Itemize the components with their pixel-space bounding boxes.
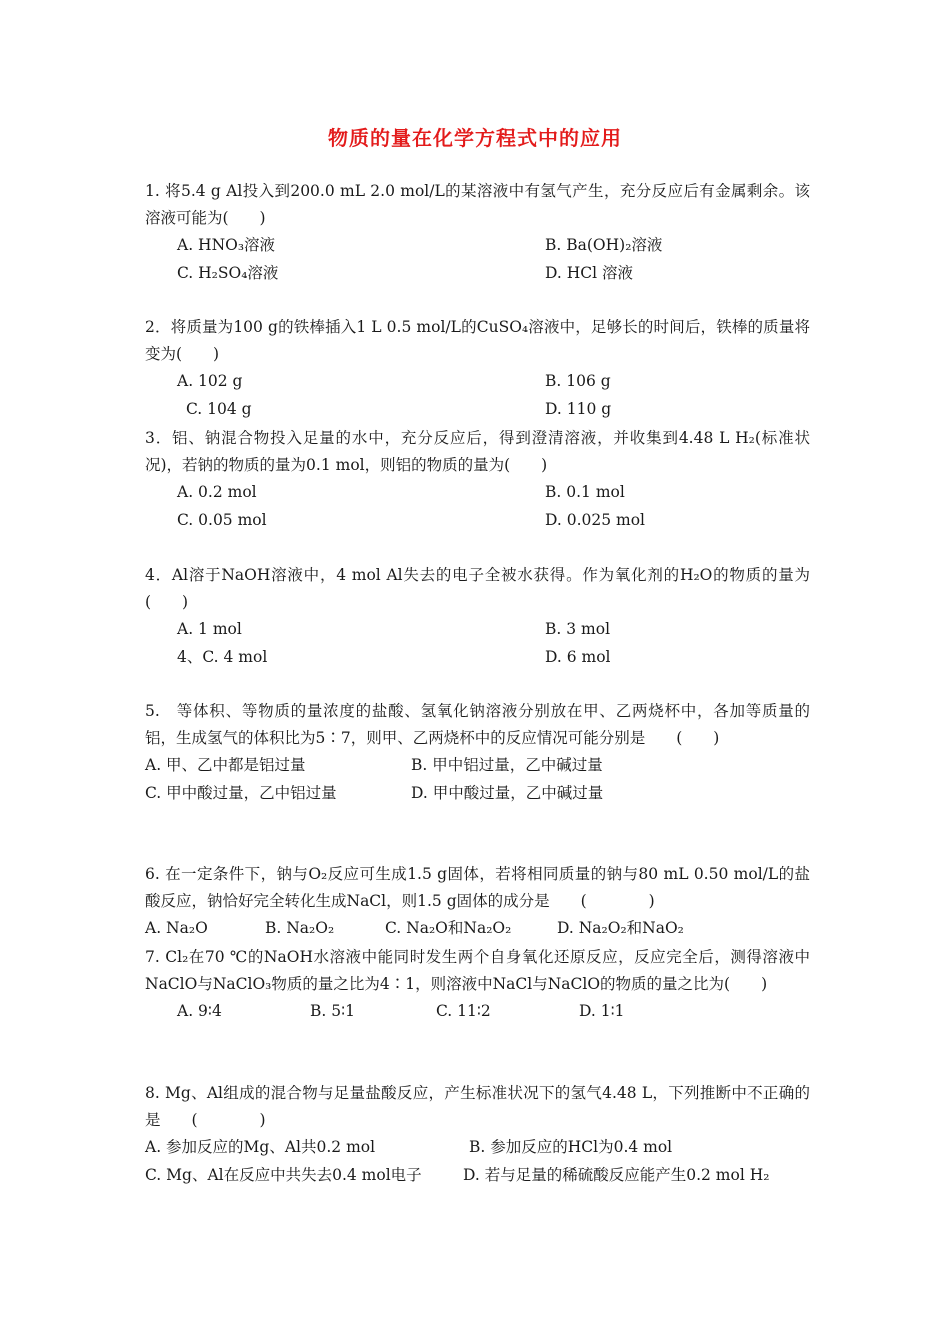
option-c: C. Mg、Al在反应中共失去0.4 mol电子 (145, 1166, 422, 1184)
option-c: C. 甲中酸过量，乙中铝过量 (145, 784, 337, 802)
option-b: B. 5∶1 (310, 1002, 356, 1020)
options-row (145, 260, 810, 288)
option-d: D. 1∶1 (579, 1002, 625, 1020)
option-b: B. 0.1 mol (545, 483, 625, 501)
question-stem: 7. Cl₂在70 ℃的NaOH水溶液中能同时发生两个自身氧化还原反应，反应完全后，测得溶液中NaClO与NaClO₃物质的量之比为4∶1，则溶液中NaCl与NaClO的物质的量之比为( ) (145, 948, 810, 993)
options-row (145, 998, 810, 1026)
options-row (145, 232, 810, 260)
option-c: C. Na₂O和Na₂O₂ (385, 919, 512, 937)
question-4 (145, 562, 810, 672)
option-c: C. H₂SO₄溶液 (177, 264, 279, 282)
question-3 (145, 425, 810, 535)
options-row (145, 479, 810, 507)
option-b: B. 参加反应的HCl为0.4 mol (469, 1138, 673, 1156)
options-row (145, 396, 810, 424)
question-6 (145, 861, 810, 943)
option-b: B. 106 g (545, 372, 611, 390)
question-5 (145, 698, 810, 808)
options-row (145, 780, 810, 808)
option-d: D. 甲中酸过量，乙中碱过量 (411, 784, 604, 802)
question-stem: 6. 在一定条件下，钠与O₂反应可生成1.5 g固体，若将相同质量的钠与80 mL 0.50 mol/L的盐酸反应，钠恰好完全转化生成NaCl，则1.5 g固体的成分是 ( ) (145, 865, 810, 910)
question-stem: 5. 等体积、等物质的量浓度的盐酸、氢氧化钠溶液分别放在甲、乙两烧杯中，各加等质量的铝，生成氢气的体积比为5∶7，则甲、乙两烧杯中的反应情况可能分别是 ( ) (145, 702, 810, 747)
option-a: A. 0.2 mol (177, 483, 257, 501)
options-row (145, 752, 810, 780)
options-row (145, 644, 810, 672)
option-b: B. 甲中铝过量，乙中碱过量 (411, 756, 603, 774)
option-c: C. 0.05 mol (177, 511, 267, 529)
option-c: C. 104 g (186, 400, 252, 418)
option-c: C. 11∶2 (436, 1002, 491, 1020)
question-stem: 3．铝、钠混合物投入足量的水中，充分反应后，得到澄清溶液，并收集到4.48 L H₂(标准状况)，若钠的物质的量为0.1 mol，则铝的物质的量为( ) (145, 429, 810, 474)
option-a: A. 9∶4 (177, 1002, 222, 1020)
option-a: A. 甲、乙中都是铝过量 (145, 756, 306, 774)
option-b: B. 3 mol (545, 620, 611, 638)
question-stem: 2．将质量为100 g的铁棒插入1 L 0.5 mol/L的CuSO₄溶液中，足够长的时间后，铁棒的质量将变为( ) (145, 318, 810, 363)
question-stem: 4．Al溶于NaOH溶液中，4 mol Al失去的电子全被水获得。作为氧化剂的H₂O的物质的量为( ) (145, 566, 810, 611)
options-row (145, 1134, 810, 1162)
question-1 (145, 178, 810, 288)
options-row (145, 368, 810, 396)
option-a: A. 参加反应的Mg、Al共0.2 mol (145, 1138, 376, 1156)
option-a: A. 1 mol (177, 620, 242, 638)
question-stem: 1. 将5.4 g Al投入到200.0 mL 2.0 mol/L的某溶液中有氢气产生，充分反应后有金属剩余。该溶液可能为( ) (145, 182, 810, 227)
option-d: D. 0.025 mol (545, 511, 646, 529)
option-a: A. HNO₃溶液 (177, 236, 276, 254)
options-row (145, 1162, 810, 1190)
option-d: D. 若与足量的稀硫酸反应能产生0.2 mol H₂ (463, 1166, 770, 1184)
question-2 (145, 314, 810, 424)
option-a: A. Na₂O (145, 919, 208, 937)
option-d: D. Na₂O₂和NaO₂ (557, 919, 684, 937)
option-c: 4、C. 4 mol (177, 648, 268, 666)
options-row (145, 616, 810, 644)
option-a: A. 102 g (177, 372, 243, 390)
page-title: 物质的量在化学方程式中的应用 (328, 126, 622, 150)
option-b: B. Na₂O₂ (265, 919, 335, 937)
question-7 (145, 944, 810, 1026)
options-row (145, 507, 810, 535)
question-stem: 8. Mg、Al组成的混合物与足量盐酸反应，产生标准状况下的氢气4.48 L，下列推断中不正确的是 ( ) (145, 1084, 810, 1129)
option-d: D. 110 g (545, 400, 612, 418)
question-8 (145, 1080, 810, 1190)
option-d: D. 6 mol (545, 648, 611, 666)
options-row (145, 915, 810, 943)
option-d: D. HCl 溶液 (545, 264, 633, 282)
option-b: B. Ba(OH)₂溶液 (545, 236, 663, 254)
